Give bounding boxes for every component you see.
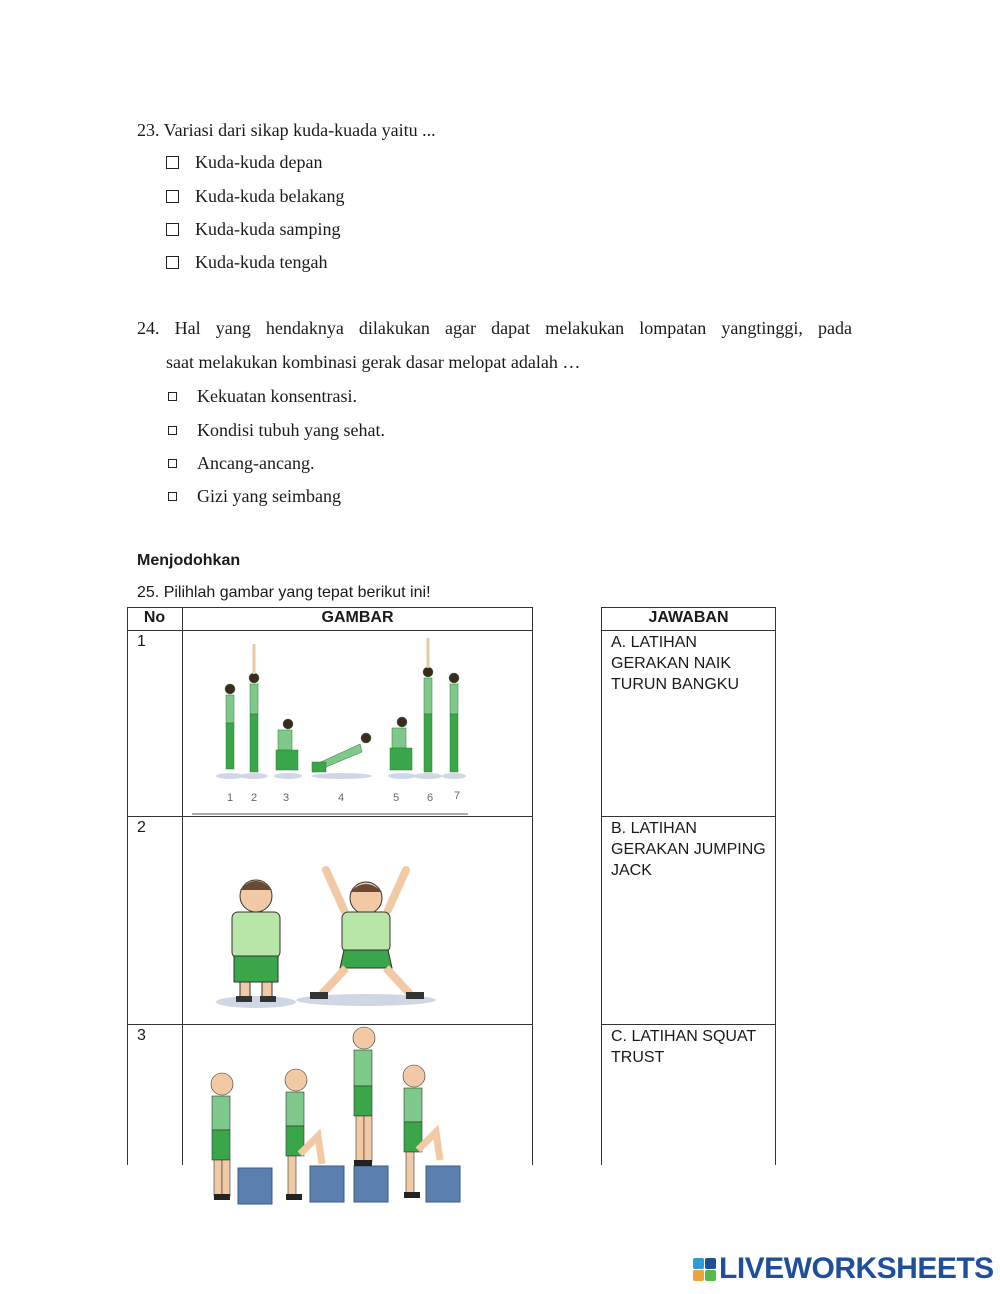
step-label-6: 6 xyxy=(427,792,434,804)
question-25: 25. Pilihlah gambar yang tepat berikut ini! xyxy=(137,584,431,601)
header-jawaban: JAWABAN xyxy=(648,609,729,626)
option-24-d[interactable]: Gizi yang seimbang xyxy=(166,486,341,506)
step-label-7: 7 xyxy=(454,790,461,802)
row-number-1: 1 xyxy=(137,633,146,650)
answer-a[interactable]: A. LATIHAN GERAKAN NAIK TURUN BANGKU xyxy=(611,634,740,693)
step-label-5: 5 xyxy=(393,792,400,804)
checkbox[interactable] xyxy=(166,190,179,203)
row-number-3: 3 xyxy=(137,1027,146,1044)
step-label-1: 1 xyxy=(227,792,234,804)
checkbox[interactable] xyxy=(166,156,179,169)
header-gambar: GAMBAR xyxy=(321,609,394,626)
checkbox[interactable] xyxy=(168,426,177,435)
step-label-2: 2 xyxy=(251,792,258,804)
checkbox[interactable] xyxy=(166,256,179,269)
option-24-a[interactable]: Kekuatan konsentrasi. xyxy=(166,386,357,406)
answer-c[interactable]: C. LATIHAN SQUAT TRUST xyxy=(611,1028,756,1066)
step-label-3: 3 xyxy=(283,792,290,804)
option-23-a[interactable]: Kuda-kuda depan xyxy=(166,152,322,172)
option-23-c[interactable]: Kuda-kuda samping xyxy=(166,219,340,239)
jumping-jack-image xyxy=(192,850,446,1022)
step-up-image xyxy=(192,1026,468,1214)
row-number-2: 2 xyxy=(137,819,146,836)
squat-thrust-image xyxy=(192,634,470,816)
question-23: 23. Variasi dari sikap kuda-kuada yaitu ... xyxy=(137,120,436,140)
option-24-b[interactable]: Kondisi tubuh yang sehat. xyxy=(166,420,385,440)
checkbox[interactable] xyxy=(168,392,177,401)
checkbox[interactable] xyxy=(168,459,177,468)
logo-text: LIVEWORKSHEETS xyxy=(719,1252,994,1285)
liveworksheets-logo[interactable] xyxy=(693,1252,994,1286)
logo-mark-icon xyxy=(693,1258,716,1281)
option-24-c[interactable]: Ancang-ancang. xyxy=(166,453,314,473)
checkbox[interactable] xyxy=(166,223,179,236)
option-23-d[interactable]: Kuda-kuda tengah xyxy=(166,252,327,272)
header-no: No xyxy=(143,609,166,626)
question-24-line2: saat melakukan kombinasi gerak dasar melopat adalah … xyxy=(166,352,581,372)
step-label-4: 4 xyxy=(338,792,345,804)
checkbox[interactable] xyxy=(168,492,177,501)
answer-b[interactable]: B. LATIHAN GERAKAN JUMPING JACK xyxy=(611,820,766,879)
question-24-line1: 24. Hal yang hendaknya dilakukan agar dapat melakukan lompatan yangtinggi, pada xyxy=(137,318,852,338)
section-heading: Menjodohkan xyxy=(137,552,241,569)
option-23-b[interactable]: Kuda-kuda belakang xyxy=(166,186,344,206)
